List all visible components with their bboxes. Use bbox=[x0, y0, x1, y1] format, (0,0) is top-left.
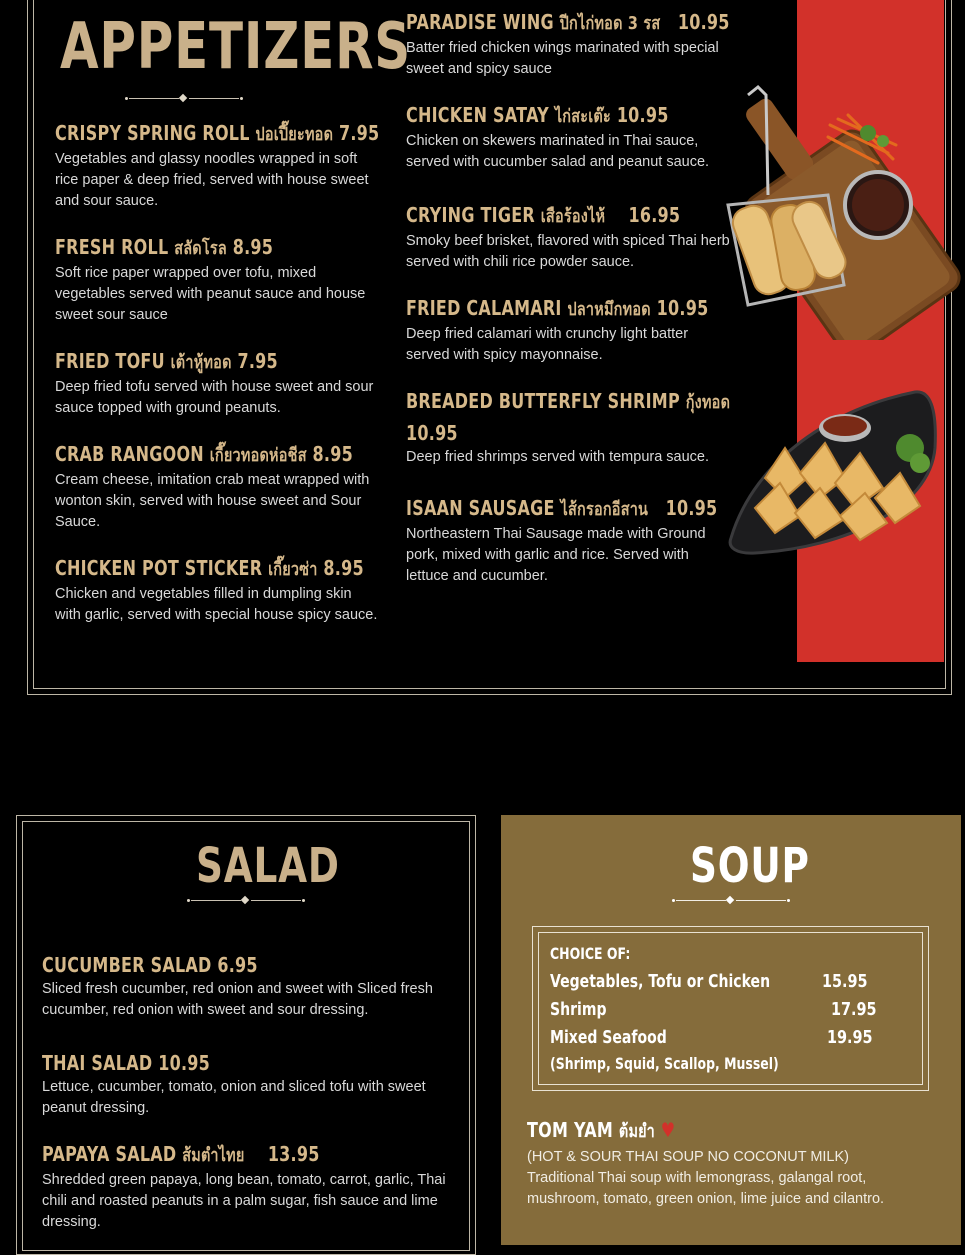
menu-item-breaded-butterfly-shrimp: BREADED BUTTERFLY SHRIMP กุ้งทอด 10.95 Deep fried shrimps served with tempura sauce. bbox=[406, 389, 731, 465]
soup-choice-label: CHOICE OF: bbox=[550, 944, 631, 963]
salad-title: SALAD bbox=[196, 838, 340, 894]
soup-choice-seafood: Mixed Seafood bbox=[550, 1027, 667, 1048]
chili-icon: ♥ bbox=[660, 1118, 676, 1142]
menu-item-cucumber-salad: CUCUMBER SALAD 6.95 Sliced fresh cucumber, red onion and sweet with Sliced fresh cucumber, red onion with sweet and sour dressing. bbox=[42, 953, 433, 1018]
crab-rangoon-plate-image bbox=[725, 388, 940, 556]
title-ornament bbox=[125, 94, 243, 104]
menu-item-isaan-sausage: ISAAN SAUSAGE ไส้กรอกอีสาน 10.95 Northeastern Thai Sausage made with Ground pork, mixed with garlic and rice. Served with lettuce and cucumber. bbox=[406, 496, 718, 584]
menu-item-tom-yam: TOM YAM ต้มยำ ♥ (HOT & SOUR THAI SOUP NO COCONUT MILK) Traditional Thai soup with lemongrass, galangal root, mushroom, tomato, green onion, lime juice and cilantro. bbox=[527, 1118, 885, 1207]
menu-item-fried-tofu: FRIED TOFU เต้าหู้ทอด 7.95 Deep fried tofu served with house sweet and sour sauce topped with ground peanuts. bbox=[55, 349, 374, 416]
menu-item-thai-salad: THAI SALAD 10.95 Lettuce, cucumber, tomato, onion and sliced tofu with sweet peanut dressing. bbox=[42, 1051, 426, 1116]
menu-item-papaya-salad: PAPAYA SALAD ส้มตำไทย 13.95 Shredded green papaya, long bean, tomato, carrot, garlic, Thai chili and roasted peanuts in a palm sugar, fish sauce and lime dressing. bbox=[42, 1142, 446, 1230]
menu-item-crab-rangoon: CRAB RANGOON เกี๊ยวทอดห่อชีส 8.95 Cream cheese, imitation crab meat wrapped with wonton skin, served with house sweet and Sour Sauce. bbox=[55, 442, 370, 530]
soup-choice-vegetables-price: 15.95 bbox=[822, 971, 868, 992]
menu-item-chicken-pot-sticker: CHICKEN POT STICKER เกี๊ยวซ่า 8.95 Chicken and vegetables filled in dumpling skin with garlic, served with special house spicy sauce. bbox=[55, 556, 378, 623]
menu-item-paradise-wing: PARADISE WING ปีกไก่ทอด 3 รส 10.95 Batter fried chicken wings marinated with special sweet and spicy sauce bbox=[406, 10, 730, 77]
menu-item-crying-tiger: CRYING TIGER เสือร้องไห้ 16.95 Smoky beef brisket, flavored with spiced Thai herb served with chili rice powder sauce. bbox=[406, 203, 730, 270]
menu-item-chicken-satay: CHICKEN SATAY ไก่สะเต๊ะ 10.95 Chicken on skewers marinated in Thai sauce, served with cucumber salad and peanut sauce. bbox=[406, 103, 710, 170]
menu-item-crispy-spring-roll: CRISPY SPRING ROLL ปอเปี๊ยะทอด 7.95 Vegetables and glassy noodles wrapped in soft rice paper & deep fried, served with house sweet and sour sauce. bbox=[55, 121, 380, 209]
menu-item-fresh-roll: FRESH ROLL สลัดโรล 8.95 Soft rice paper wrapped over tofu, mixed vegetables served with peanut sauce and house sweet sour sauce bbox=[55, 235, 366, 323]
salad-ornament bbox=[187, 896, 305, 906]
soup-ornament bbox=[672, 896, 790, 906]
soup-choice-shrimp: Shrimp bbox=[550, 999, 607, 1020]
spring-roll-platter-image bbox=[718, 55, 965, 340]
soup-title: SOUP bbox=[690, 838, 810, 894]
soup-seafood-note: (Shrimp, Squid, Scallop, Mussel) bbox=[550, 1054, 779, 1073]
appetizers-title: APPETIZERS bbox=[60, 10, 412, 84]
menu-item-fried-calamari: FRIED CALAMARI ปลาหมึกทอด 10.95 Deep fried calamari with crunchy light batter served with spicy mayonnaise. bbox=[406, 296, 709, 363]
soup-choice-vegetables: Vegetables, Tofu or Chicken bbox=[550, 971, 771, 992]
soup-choice-shrimp-price: 17.95 bbox=[831, 999, 877, 1020]
soup-choice-seafood-price: 19.95 bbox=[827, 1027, 873, 1048]
